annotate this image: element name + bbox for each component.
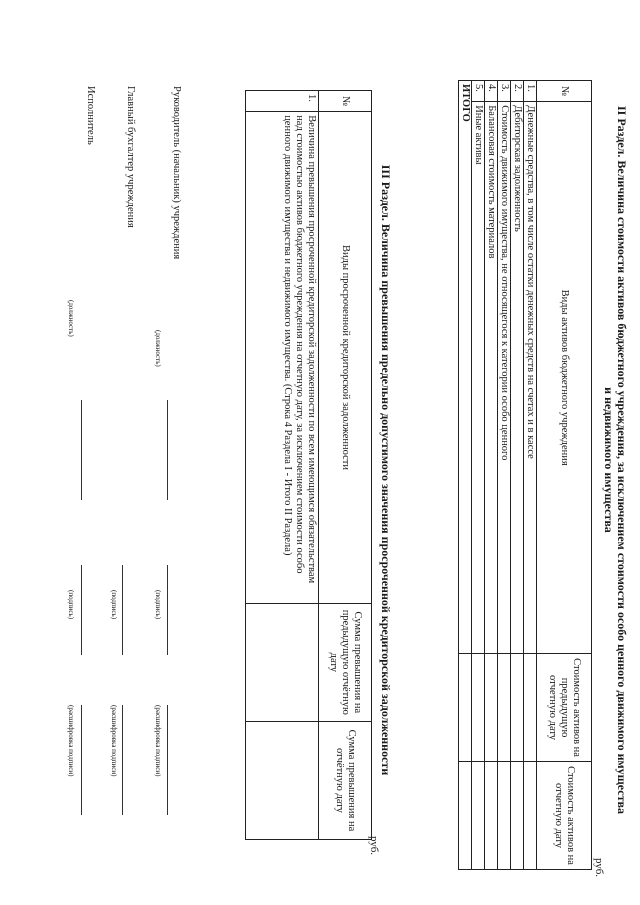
table-row bbox=[524, 81, 537, 870]
row-number: 2. bbox=[511, 81, 524, 102]
table-row bbox=[485, 81, 498, 870]
row-curr-value bbox=[524, 762, 537, 870]
row-curr-value bbox=[511, 762, 524, 870]
row-description: Величина превышения просроченной кредиторской задолженности по всем имеющимся обязательствам над стоимостью активов бюджетного учреждения на отчетную дату, за исключением стоимости особо ценного движимого имущества и недвижимого имущества. (Строка 4 Раздела I - Итого II Раздела) bbox=[246, 112, 319, 604]
table-row bbox=[498, 81, 511, 870]
row-prev-value bbox=[524, 654, 537, 762]
sig-executor-label: Исполнитель bbox=[85, 86, 96, 145]
sig-accountant-signature-line bbox=[122, 565, 123, 655]
row-number: 3. bbox=[498, 81, 511, 102]
section-2-title-line-1: II Раздел. Величина стоимости активов бюджетного учреждения, за исключением стоимости особо ценного движимого имущества bbox=[615, 106, 629, 814]
header-asset-type: Виды активов бюджетного учреждения bbox=[537, 102, 592, 654]
row-prev-excess bbox=[246, 603, 319, 721]
total-label: ИТОГО bbox=[459, 81, 472, 654]
row-number: 1. bbox=[524, 81, 537, 102]
row-curr-value bbox=[472, 762, 485, 870]
row-prev-value bbox=[485, 654, 498, 762]
row-number: 4. bbox=[485, 81, 498, 102]
header-number: № bbox=[319, 91, 372, 112]
sig-head-signature-caption: (подпись) bbox=[154, 590, 162, 620]
row-prev-value bbox=[498, 654, 511, 762]
sig-accountant-signature-caption: (подпись) bbox=[110, 590, 118, 620]
section-2-table bbox=[458, 80, 592, 870]
row-prev-value bbox=[511, 654, 524, 762]
sig-head-decoding-caption: (расшифровка подписи) bbox=[154, 705, 162, 777]
row-curr-value bbox=[485, 762, 498, 870]
sig-head-decoding-line bbox=[167, 705, 168, 815]
row-name: Стоимость движимого имущества, не относящегося к категории особо ценного bbox=[498, 102, 511, 654]
section-2-title bbox=[602, 60, 628, 860]
row-number: 5. bbox=[472, 81, 485, 102]
table-row bbox=[472, 81, 485, 870]
sig-accountant-label: Главный бухгалтер учреждения bbox=[125, 86, 136, 228]
sig-executor-signature-caption: (подпись) bbox=[67, 590, 75, 620]
total-curr-value bbox=[459, 762, 472, 870]
sig-head-label: Руководитель (начальник) учреждения bbox=[171, 86, 182, 260]
sig-head-position-caption: (должность) bbox=[154, 330, 162, 367]
sig-executor-decoding-caption: (расшифровка подписи) bbox=[67, 705, 75, 777]
row-number: 1. bbox=[246, 91, 319, 112]
table-row bbox=[511, 81, 524, 870]
row-name: Дебиторская задолженность bbox=[511, 102, 524, 654]
header-curr-excess: Сумма превышения на отчётную дату bbox=[319, 721, 372, 839]
sig-head-signature-line bbox=[167, 565, 168, 655]
sig-executor-signature-line bbox=[81, 565, 82, 655]
section-3-table bbox=[245, 90, 372, 840]
header-number: № bbox=[537, 81, 592, 102]
header-curr-value: Стоимость активов на отчетную дату bbox=[537, 762, 592, 870]
sig-accountant-decoding-line bbox=[122, 705, 123, 815]
sig-accountant-decoding-caption: (расшифровка подписи) bbox=[110, 705, 118, 777]
row-curr-value bbox=[498, 762, 511, 870]
section-2-title-line-2: и недвижимого имущества bbox=[602, 387, 616, 533]
header-debt-type: Виды просроченной кредиторской задолженности bbox=[319, 112, 372, 604]
header-prev-value: Стоимость активов на предыдущую отчетную дату bbox=[537, 654, 592, 762]
section-3-unit: руб. bbox=[368, 836, 380, 856]
sig-executor-position-line bbox=[81, 400, 82, 500]
table-total-row bbox=[459, 81, 472, 870]
section-3-title: III Раздел. Величина превышения предельно допустимого значения просроченной кредиторской задолженности bbox=[379, 164, 393, 776]
row-curr-excess bbox=[246, 721, 319, 839]
sig-head-position-line bbox=[167, 400, 168, 500]
table-header-row bbox=[319, 91, 372, 840]
row-name: Денежные средства, в том числе остатки денежных средств на счетах и в кассе bbox=[524, 102, 537, 654]
row-prev-value bbox=[472, 654, 485, 762]
sig-executor-position-caption: (должность) bbox=[67, 300, 75, 337]
section-2-unit: руб. bbox=[593, 858, 605, 878]
row-name: Балансовая стоимость материалов bbox=[485, 102, 498, 654]
total-prev-value bbox=[459, 654, 472, 762]
header-prev-excess: Сумма превышения на предыдущую отчётную дату bbox=[319, 603, 372, 721]
table-header-row bbox=[537, 81, 592, 870]
table-row bbox=[246, 91, 319, 840]
sig-executor-decoding-line bbox=[81, 705, 82, 815]
row-name: Иные активы bbox=[472, 102, 485, 654]
